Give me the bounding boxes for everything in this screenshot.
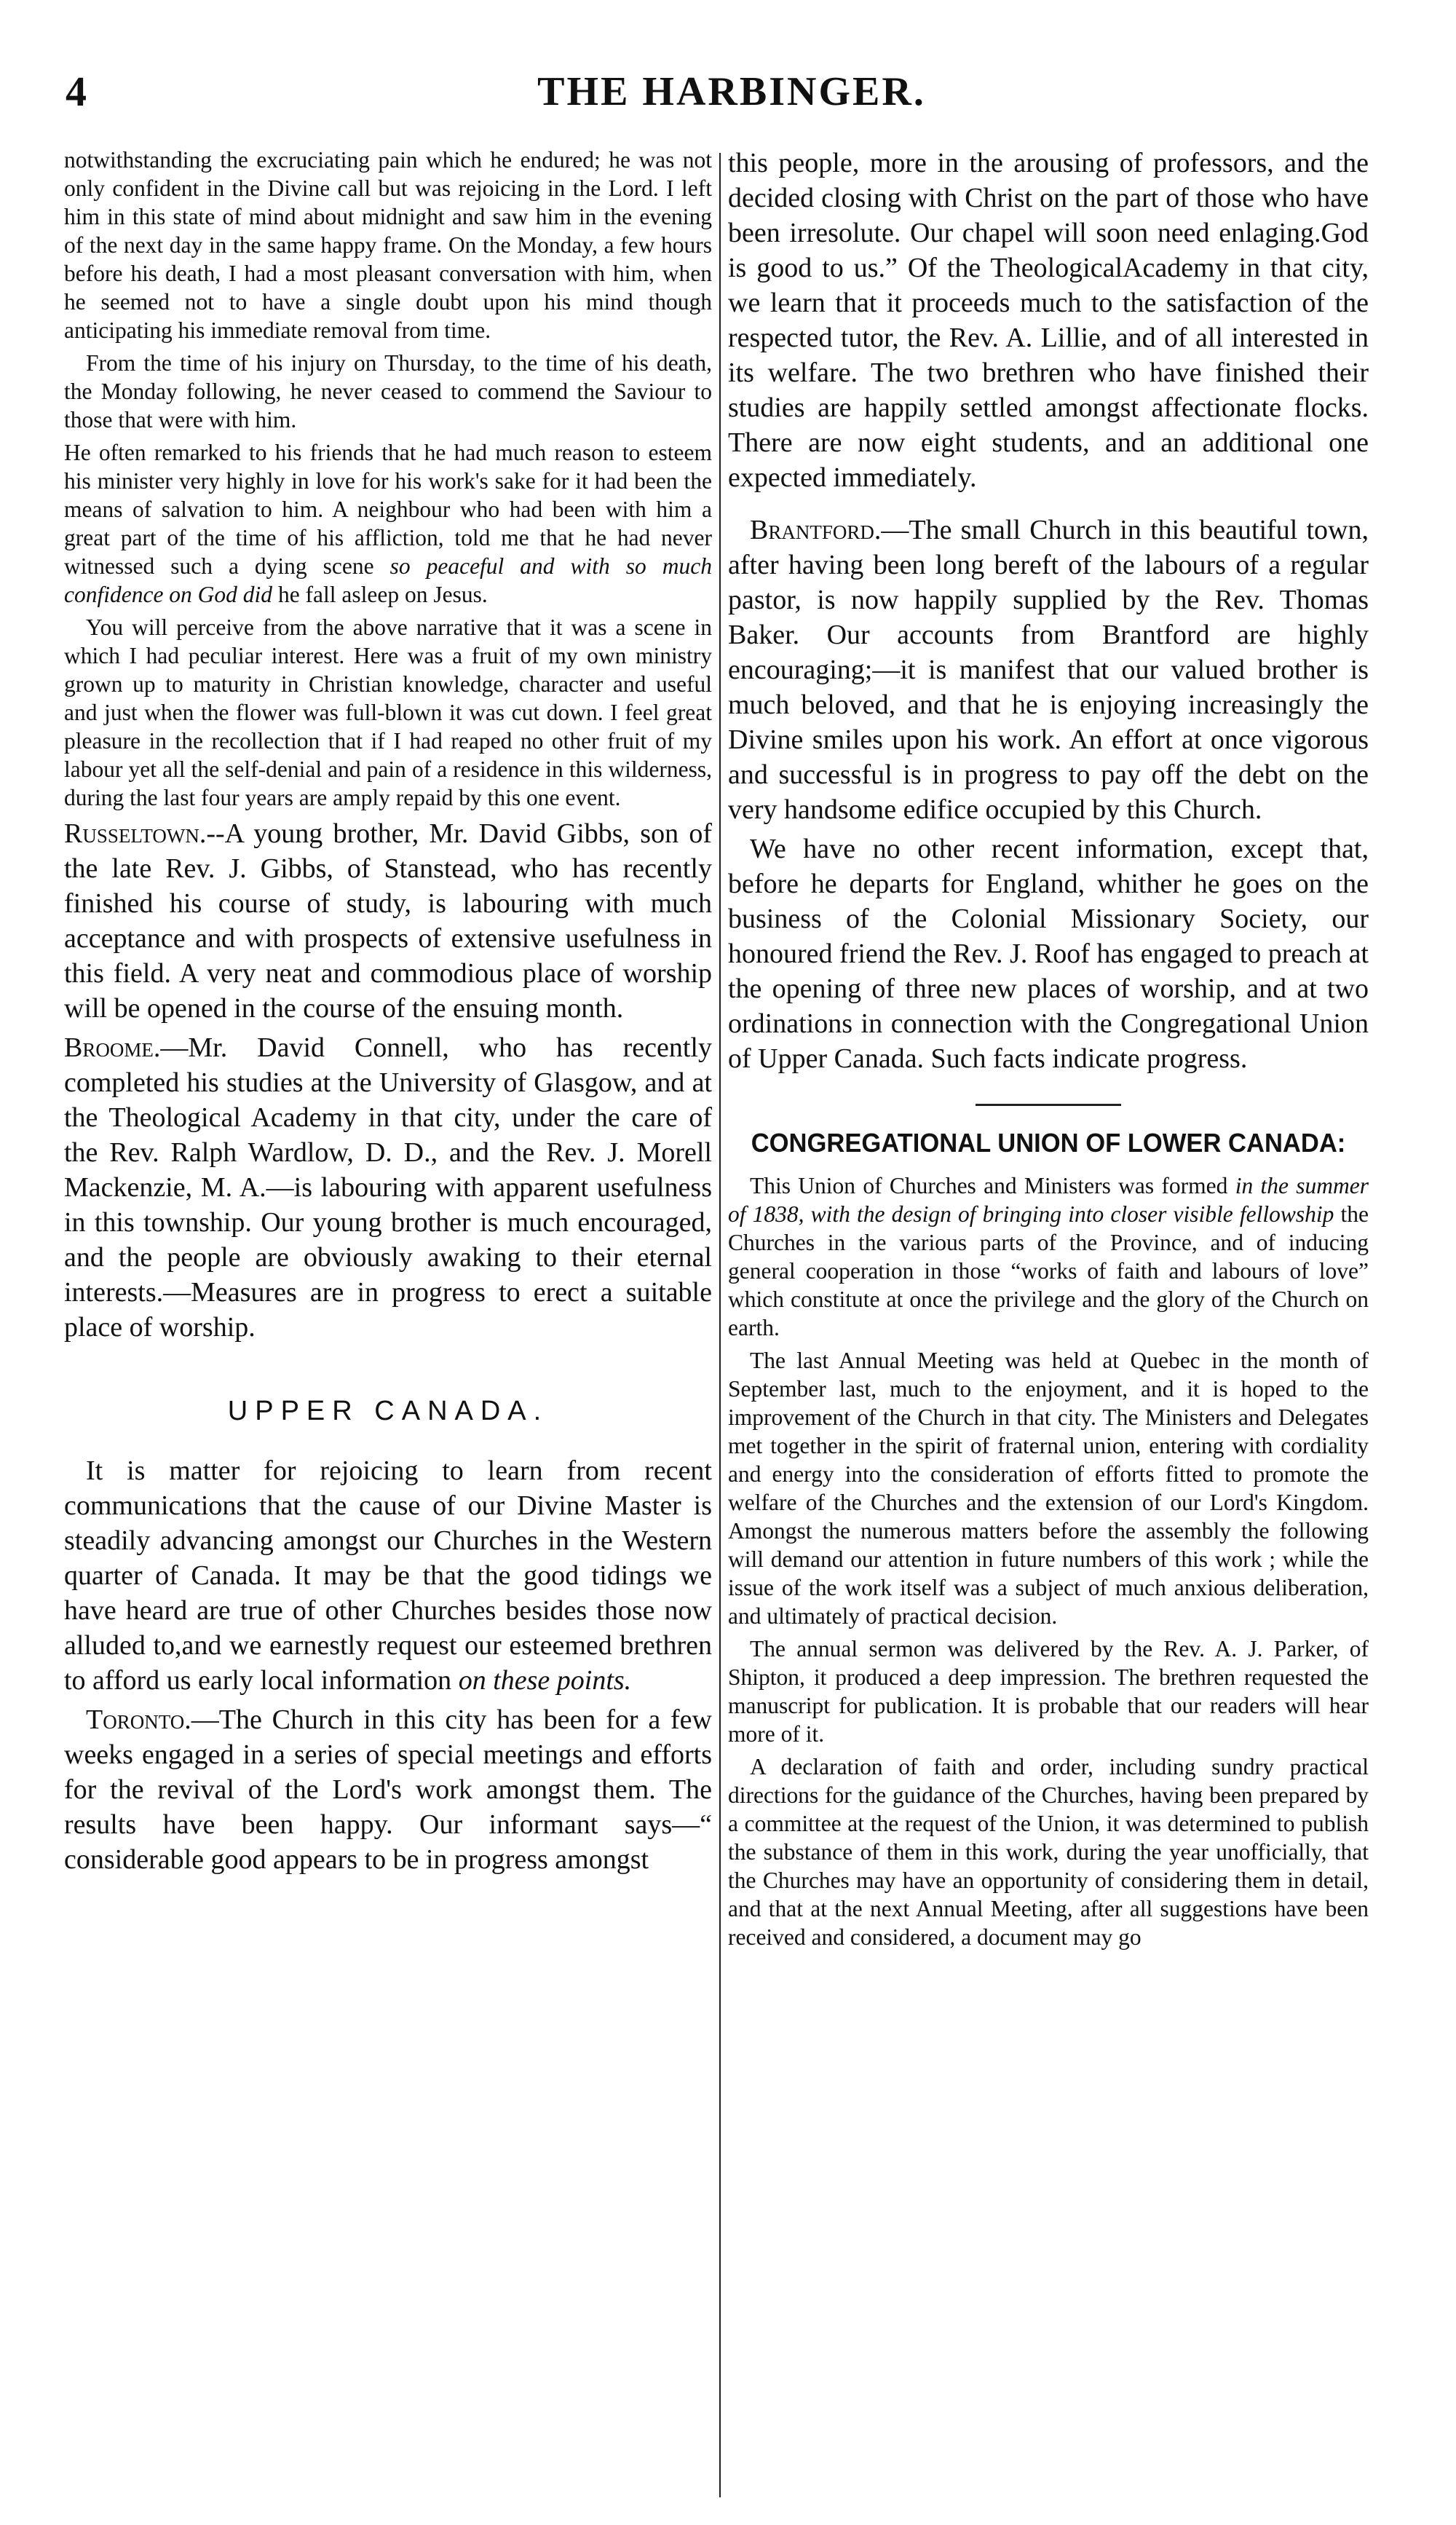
paragraph-union-3: The annual sermon was delivered by the Rev. A. J. Parker, of Shipton, it produced a deep impression. The brethren requested the manuscript for publication. It is probable that our readers will hear more of it. (728, 1636, 1369, 1747)
place-label-broome: Broome. (64, 1032, 161, 1063)
page-header (66, 67, 1398, 125)
running-title: THE HARBINGER. (537, 69, 926, 114)
paragraph-roof: We have no other recent information, except that, before he departs for England, whither he goes on the business of the Colonial Missionary Society, our honoured friend the Rev. J. Roof has engaged to preach at the opening of three new places of worship, and at two ordinations in connection with the Congregational Union of Upper Canada. Such facts indicate progress. (728, 834, 1369, 1074)
paragraph-union-4: A declaration of faith and order, including sundry practical directions for the guidance of the Churches, having been prepared by a committee at the request of the Union, it was determined to publish the substance of them in this work, during the year unofficially, that the Churches may have an opportunity of considering them in detail, and that at the next Annual Meeting, after all suggestions have been received and considered, a document may go (728, 1754, 1369, 1950)
place-label-brantford: Brantford. (750, 515, 882, 545)
paragraph-narrative-3: He often remarked to his friends that he had much reason to esteem his minister very highly in love for his work's sake for it had been the means of salvation to him. A neighbour who had been with him a great part of the time of his affliction, told me that he had never witnessed such a dying scene so peaceful and with so much confidence on God did he fall asleep on Jesus. (64, 440, 713, 607)
column-divider (719, 153, 721, 2497)
paragraph-russeltown: Russeltown.--A young brother, Mr. David Gibbs, son of the late Rev. J. Gibbs, of Stanstead, who has recently finished his course of study, is labouring with much acceptance and with prospects of extensive usefulness in this field. A very neat and commodious place of worship will be opened in the course of the ensuing month. (64, 818, 712, 1024)
paragraph-toronto-cont: this people, more in the arousing of professors, and the decided closing with Christ on the part of those who have been irresolute. Our chapel will soon need enlaging.God is good to us.” Of the TheologicalAcademy in that city, we learn that it proceeds much to the satisfaction of the respected tutor, the Rev. A. Lillie, and of all interested in its welfare. The two brethren who have finished their studies are happily settled amongst affectionate flocks. There are now eight students, and an additional one expected immediately. (728, 148, 1369, 493)
section-heading-upper-canada: UPPER CANADA. (227, 1396, 549, 1426)
paragraph-union-2: The last Annual Meeting was held at Quebec in the month of September last, much to the enjoyment, and it is hoped to the improvement of the Church in that city. The Ministers and Delegates met together in the spirit of fraternal union, entering with cordiality and energy into the consideration of efforts fitted to promote the welfare of the Churches and the extension of our Lord's Kingdom. Amongst the numerous matters before the assembly the following will demand our attention in future numbers of this work ; while the issue of the work itself was a subject of much anxious deliberation, and ultimately of practical decision. (728, 1348, 1369, 1629)
paragraph-upper-canada: It is matter for rejoicing to learn from recent communications that the cause of our Divine Master is steadily advancing amongst our Churches in the Western quarter of Canada. It may be that the good tidings we have heard are true of other Churches besides those now alluded to,and we earnestly request our esteemed brethren to afford us early local information on these points. (64, 1455, 712, 1696)
left-column (64, 146, 712, 1881)
paragraph-brantford: Brantford.—The small Church in this beautiful town, after having been long bereft of the labours of a regular pastor, is now happily supplied by the Rev. Thomas Baker. Our accounts from Brantford are highly encouraging;—it is manifest that our valued brother is much beloved, and that he is enjoying increasingly the Divine smiles upon his work. An effort at once vigorous and successful is in progress to pay off the debt on the very handsome edifice occupied by this Church. (728, 515, 1369, 825)
section-separator-rule (976, 1104, 1121, 1106)
paragraph-union-1: This Union of Churches and Ministers was formed in the summer of 1838, with the design of bringing into closer visible fellowship the Churches in the various parts of the Province, and of inducing general cooperation in those “works of faith and labours of love” which constitute at once the privilege and the glory of the Church on earth. (728, 1173, 1369, 1340)
paragraph-narrative-1: notwithstanding the excruciating pain which he endured; he was not only confident in the Divine call but was rejoicing in the Lord. I left him in this state of mind about midnight and saw him in the evening of the next day in the same happy frame. On the Monday, a few hours before his death, I had a most pleasant conversation with him, when he seemed not to have a single doubt upon his mind though anticipating his immediate removal from time. (64, 147, 712, 343)
right-column (728, 146, 1369, 1956)
paragraph-narrative-4: You will perceive from the above narrative that it was a scene in which I had peculiar interest. Here was a fruit of my own ministry grown up to maturity in Christian knowledge, character and useful and just when the flower was full-blown it was cut down. I feel great pleasure in the recollection that if I had reaped no other fruit of my labour yet all the self-denial and pain of a residence in this wilderness, during the last four years are amply repaid by this one event. (64, 615, 712, 810)
place-label-russeltown: Russeltown. (64, 818, 207, 849)
paragraph-narrative-2: From the time of his injury on Thursday, to the time of his death, the Monday following, he never ceased to commend the Saviour to those that were with him. (64, 350, 712, 432)
place-label-toronto: Toronto. (86, 1704, 191, 1735)
page-number: 4 (66, 68, 87, 115)
paragraph-broome: Broome.—Mr. David Connell, who has recently completed his studies at the University of Glasgow, and at the Theological Academy in that city, under the care of the Rev. Ralph Wardlow, D. D., and the Rev. J. Morell Mackenzie, M. A.—is labouring with apparent usefulness in this township. Our young brother is much encouraged, and the people are obviously awaking to their eternal interests.—Measures are in progress to erect a suitable place of worship. (64, 1032, 712, 1343)
section-heading-congregational-union: CONGREGATIONAL UNION OF LOWER CANADA: (751, 1128, 1346, 1158)
paragraph-toronto: Toronto.—The Church in this city has been for a few weeks engaged in a series of special meetings and efforts for the revival of the Lord's work amongst them. The results have been happy. Our informant says—“ considerable good appears to be in progress amongst (64, 1704, 712, 1875)
